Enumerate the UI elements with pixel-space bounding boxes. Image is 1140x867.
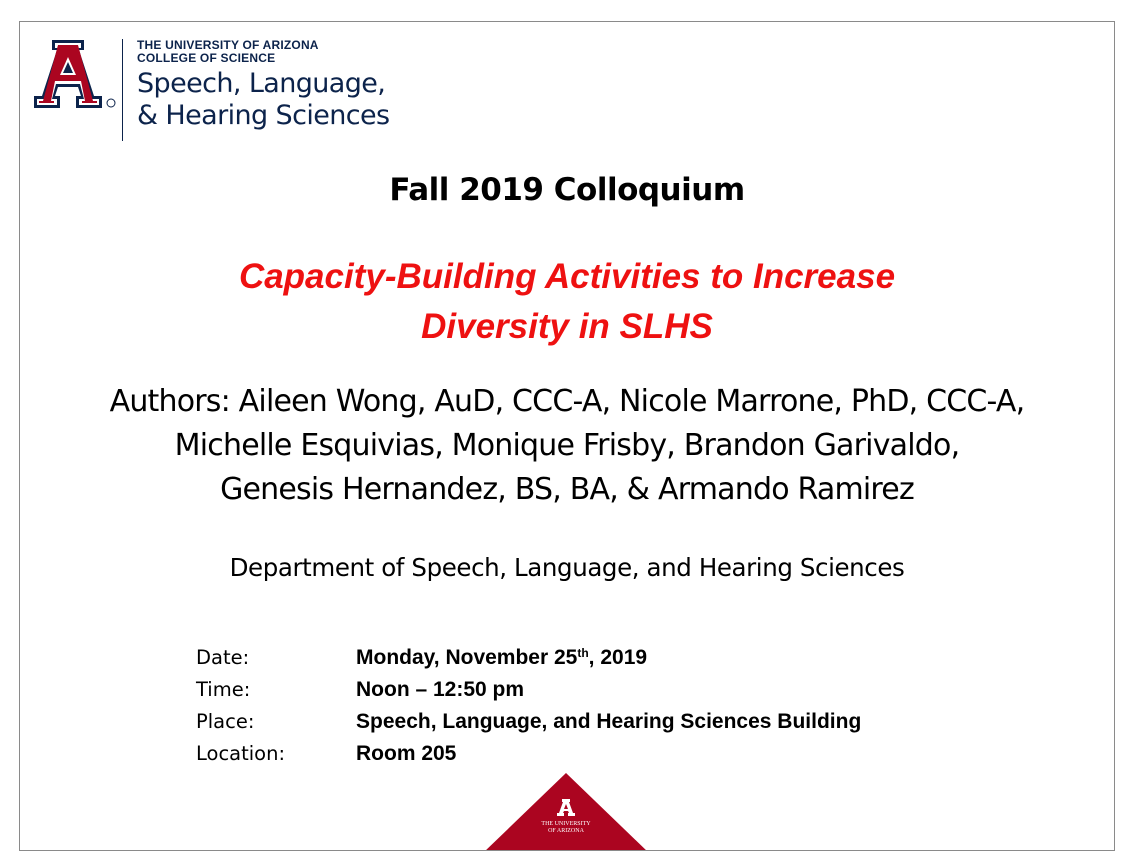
footer-logo-line2: OF ARIZONA [548,828,584,834]
colloquium-flyer [19,21,1115,851]
footer-logo-line1: THE UNIVERSITY [541,821,591,827]
department-name-line2: & Hearing Sciences [137,100,390,131]
talk-title [20,252,1114,352]
date-label: Date: [196,646,250,669]
date-ordinal-suffix: th [577,646,589,660]
department-wordmark [137,39,389,132]
date-value-year: , 2019 [588,646,648,669]
department-line: Department of Speech, Language, and Hearing Sciences [229,553,905,582]
college-name: COLLEGE OF SCIENCE [137,51,276,65]
footer-triangle-logo [483,773,649,851]
place-label: Place: [196,710,255,733]
talk-title-line1: Capacity-Building Activities to Increase [238,257,896,296]
date-value [356,646,647,670]
authors-line3: Genesis Hernandez, BS, BA, & Armando Ramirez [220,472,914,507]
time-value: Noon – 12:50 pm [356,678,525,701]
authors [20,380,1114,512]
colloquium-series: Fall 2019 Colloquium [389,172,745,208]
date-value-main: Monday, November 25 [356,646,578,669]
place-value: Speech, Language, and Hearing Sciences Building [356,710,862,733]
location-label: Location: [196,742,286,765]
university-a-logo-icon [32,40,104,108]
authors-line1: Authors: Aileen Wong, AuD, CCC-A, Nicole Marrone, PhD, CCC-A, [109,384,1025,419]
time-label: Time: [196,678,251,701]
registered-mark-icon [106,98,116,108]
footer-triangle [483,773,649,851]
department-name-line1: Speech, Language, [137,68,386,99]
logo-divider [122,39,123,141]
authors-line2: Michelle Esquivias, Monique Frisby, Brandon Garivaldo, [174,428,960,463]
talk-title-line2: Diversity in SLHS [421,307,713,346]
university-name: THE UNIVERSITY OF ARIZONA [137,38,319,52]
location-value: Room 205 [356,742,457,765]
